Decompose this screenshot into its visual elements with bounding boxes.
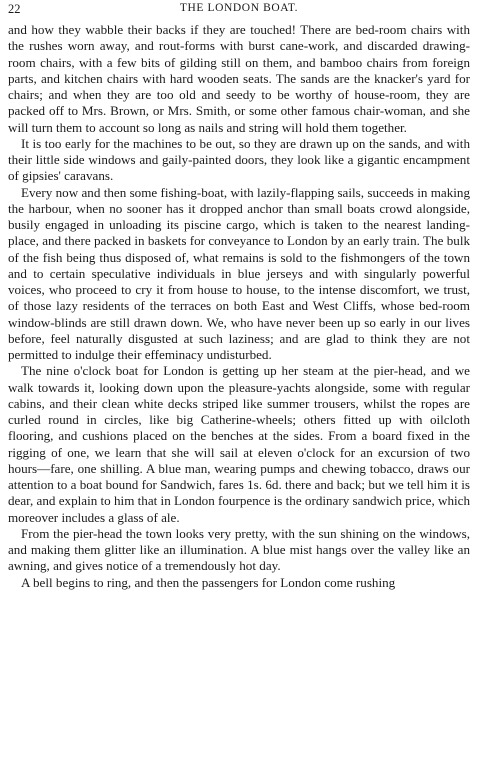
paragraph: A bell begins to ring, and then the passengers for London come rushing — [21, 574, 396, 590]
paragraph: From the pier-head the town looks very pretty, with the sun shining on the windows, and making them glitter like an illumination. A blue mist hangs over the valley like an awning, and gives notice of a tremendously hot day. — [8, 525, 470, 574]
paragraph: and how they wabble their backs if they are touched! There are bed-room chairs with the rushes worn away, and rout-forms with burst cane-work, and discarded drawing-room chairs, with a few bits of gilding still on them, and bamboo chairs from foreign parts, and kitchen chairs with hard wooden seats. The sands are the knacker's yard for chairs; and when they are too old and seedy to be worthy of house-room, they are packed off to Mrs. Brown, or Mrs. Smith, or some other famous chair-woman, and she will turn them to account so long as nails and string will hold them together. — [8, 22, 470, 135]
paragraph: The nine o'clock boat for London is getting up her steam at the pier-head, and we walk towards it, looking down upon the pleasure-yachts alongside, some with regular cabins, and their clean white decks striped like summer trousers, whilst the ropes are curled round in circles, like big Catherine-wheels; others fitted up with oilcloth flooring, and cushions placed on the benches at the sides. From a board fixed in the rigging of one, we learn that she will sail at eleven o'clock for an excursion of two hours—fare, one shilling. A blue man, wearing pumps and chewing tobacco, draws our attention to a boat bound for Sandwich, fares 1s. 6d. there and back; but we tell him it is dear, and explain to him that in London fourpence is the ordinary sandwich price, which moreover includes a glass of ale. — [8, 363, 470, 525]
page-number: 22 — [8, 2, 21, 16]
body-text — [8, 22, 470, 591]
running-title: THE LONDON BOAT. — [179, 2, 299, 14]
paragraph: It is too early for the machines to be out, so they are drawn up on the sands, and with their little side windows and gaily-painted doors, they look like a gigantic encampment of gipsies' caravans. — [8, 135, 470, 184]
paragraph: Every now and then some fishing-boat, with lazily-flapping sails, succeeds in making the harbour, when no sooner has it dropped anchor than small boats crowd alongside, busily engaged in unloading its piscine cargo, which is taken to the nearest landing-place, and there packed in baskets for conveyance to London by an early train. The bulk of the fish being thus disposed of, what remains is sold to the fishmongers of the town and to certain speculative individuals in blue jerseys and with singularly powerful voices, who proceed to cry it from house to house, to the intense discomfort, we trust, of those lazy residents of the terraces on both East and West Cliffs, whose bed-room window-blinds are still drawn down. We, who have never been up so early in our lives before, feel naturally disgusted at such laziness; and are glad to think they are not permitted to indulge their effeminacy undisturbed. — [8, 184, 470, 362]
page-header — [8, 2, 470, 20]
